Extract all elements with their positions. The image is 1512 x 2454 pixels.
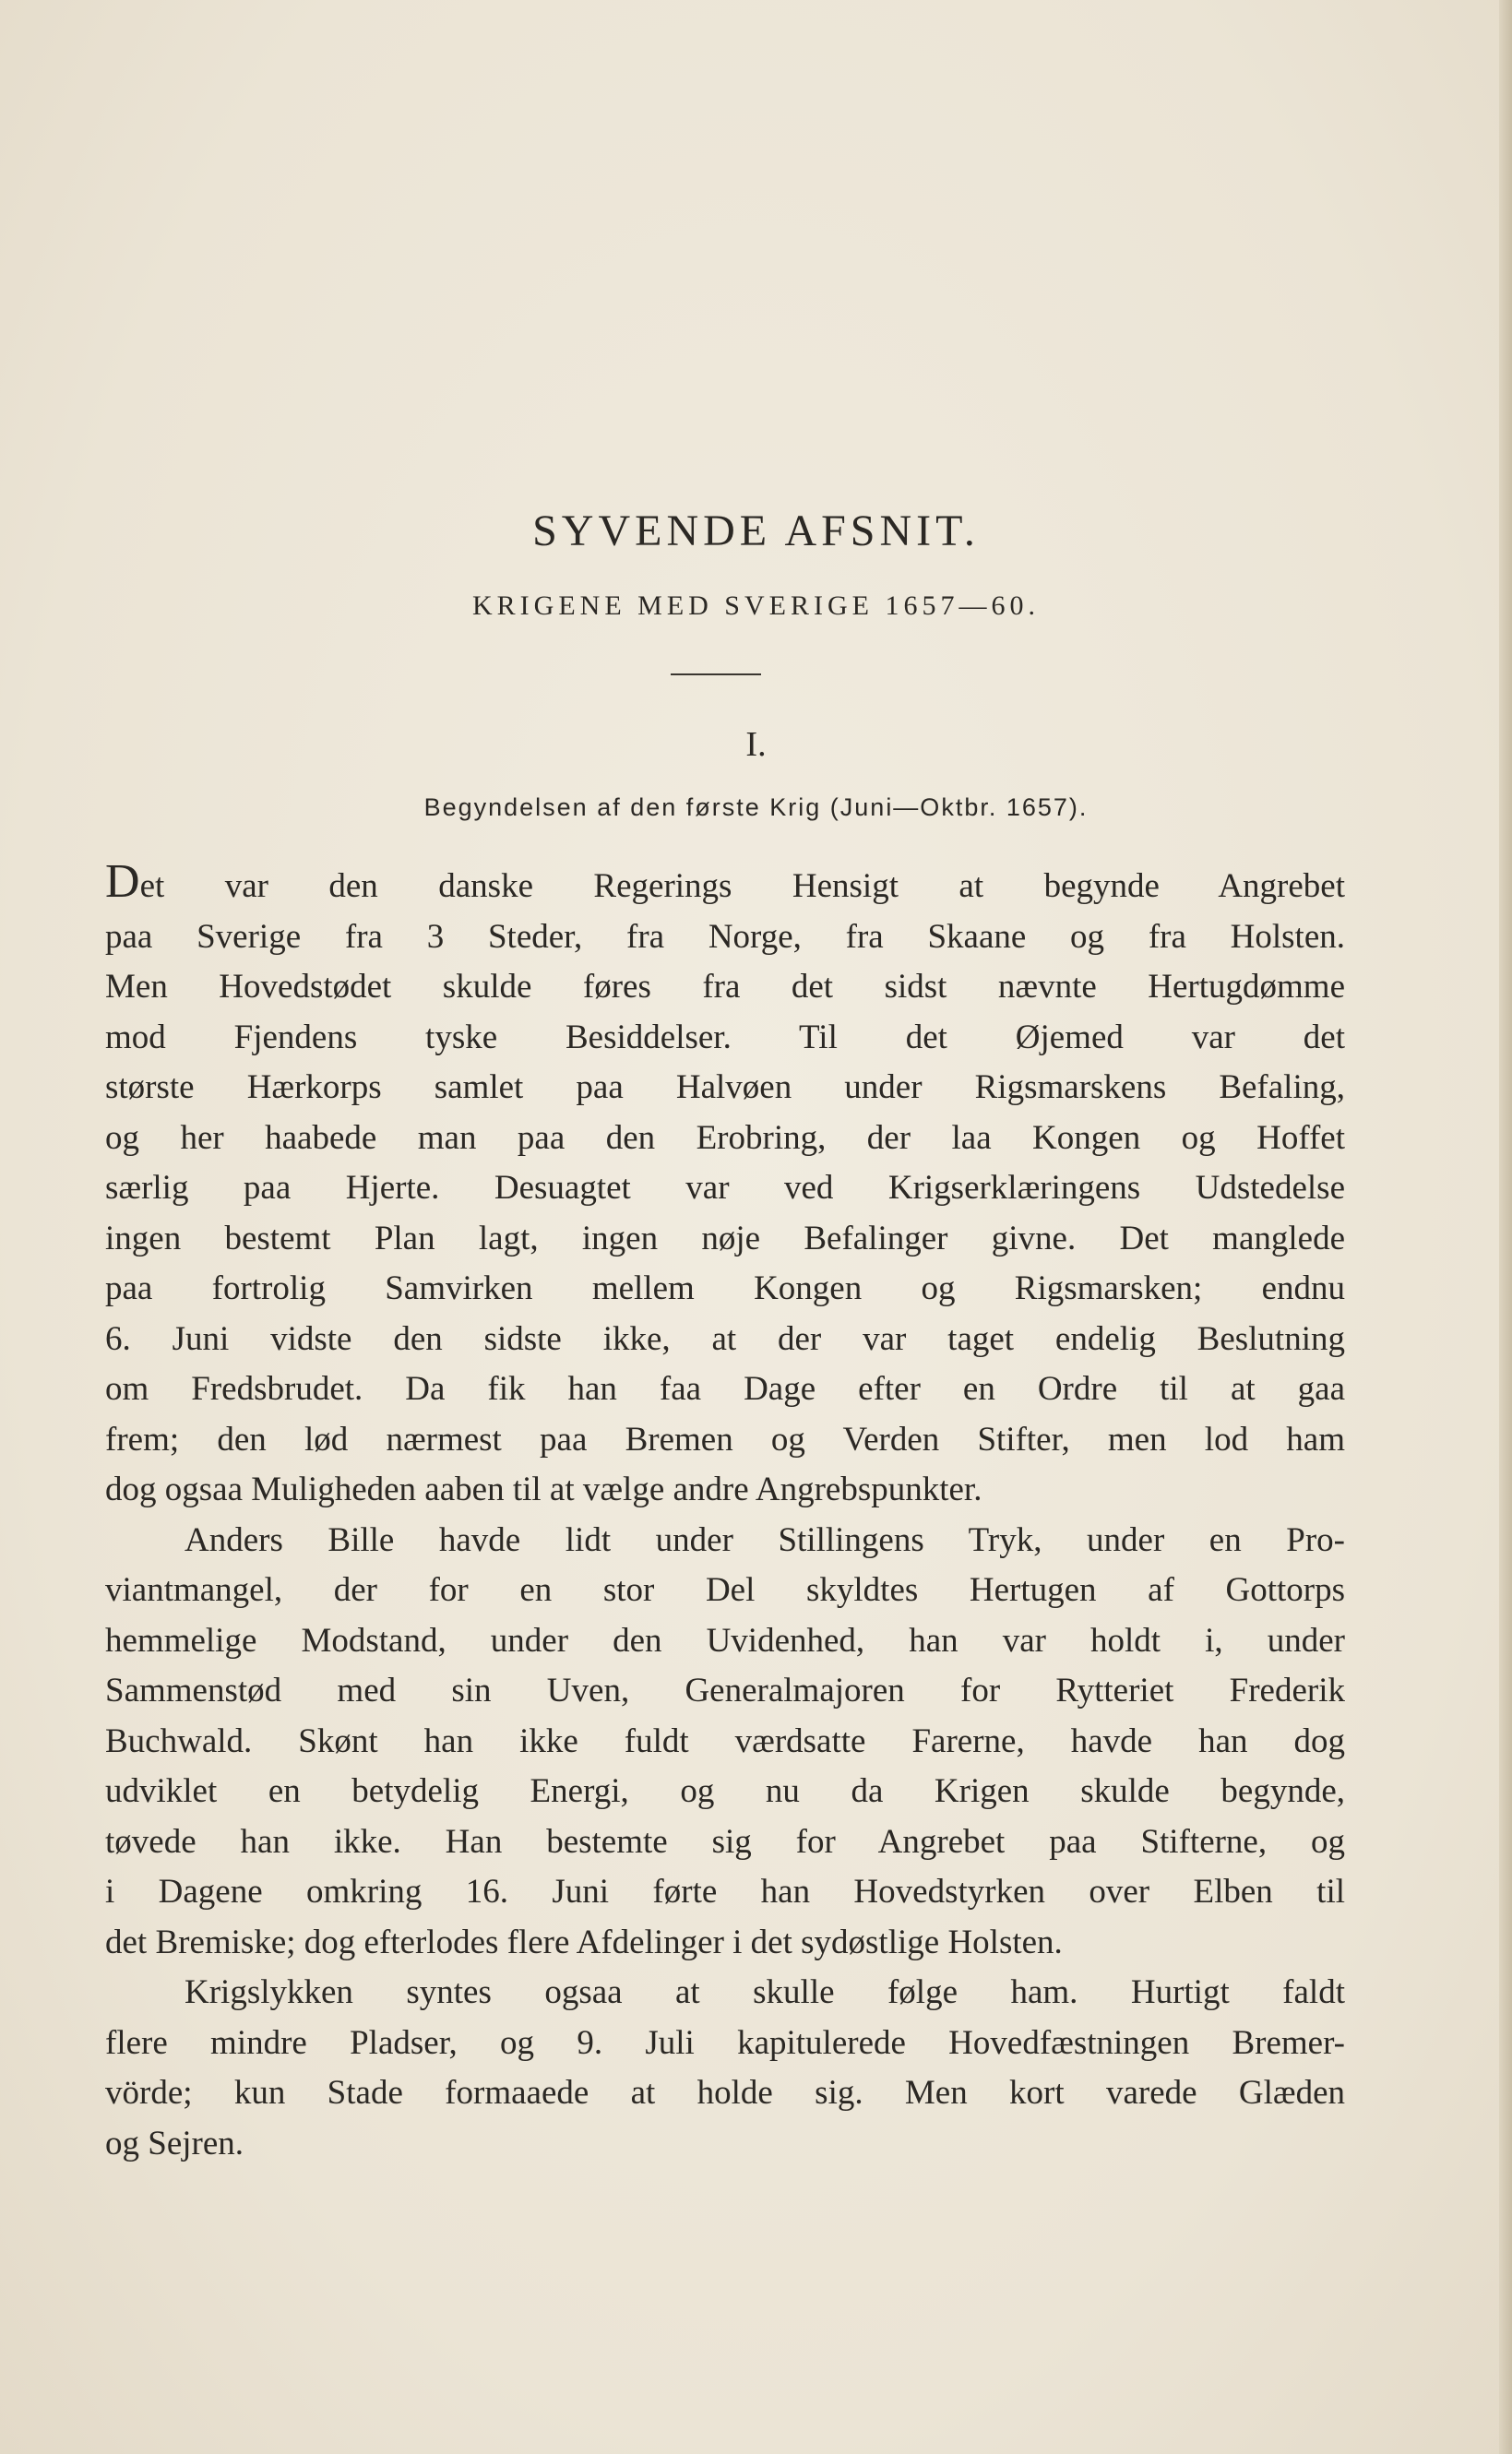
chapter-number: I. xyxy=(745,725,767,764)
text-line: og Sejren. xyxy=(105,2124,244,2162)
text-line: ingen bestemt Plan lagt, ingen nøje Befalinger givne. Det manglede xyxy=(105,1219,1345,1257)
text-line: største Hærkorps samlet paa Halvøen under Rigsmarskens Befaling, xyxy=(105,1068,1345,1106)
part-title: SYVENDE AFSNIT. xyxy=(532,506,980,555)
text-line: Anders Bille havde lidt under Stillingens Tryk, under en Pro- xyxy=(185,1520,1345,1559)
text-line: Krigslykken syntes ogsaa at skulle følge ham. Hurtigt faldt xyxy=(185,1973,1345,2011)
text-line: Buchwald. Skønt han ikke fuldt værdsatte Farerne, havde han dog xyxy=(105,1721,1345,1760)
paragraph-2 xyxy=(105,1516,1345,1969)
text-line: det Bremiske; dog efterlodes flere Afdelinger i det sydøstlige Holsten. xyxy=(105,1923,1063,1961)
section-divider xyxy=(671,673,761,675)
text-line: vörde; kun Stade formaaede at holde sig. Men kort varede Glæden xyxy=(105,2074,1345,2112)
text-line: frem; den lød nærmest paa Bremen og Verden Stifter, men lod ham xyxy=(105,1420,1345,1459)
text-line: særlig paa Hjerte. Desuagtet var ved Krigserklæringens Udstedelse xyxy=(105,1169,1345,1207)
text-line: Det var den danske Regerings Hensigt at begynde Angrebet xyxy=(105,855,1345,908)
text-line: flere mindre Pladser, og 9. Juli kapitulerede Hovedfæstningen Bremer- xyxy=(105,2023,1345,2062)
text-line: mod Fjendens tyske Besiddelser. Til det Øjemed var det xyxy=(105,1018,1345,1056)
text-line: paa Sverige fra 3 Steder, fra Norge, fra Skaane og fra Holsten. xyxy=(105,917,1345,956)
text-line: paa fortrolig Samvirken mellem Kongen og Rigsmarsken; endnu xyxy=(105,1269,1345,1307)
page-edge-shadow xyxy=(1499,0,1512,2454)
part-subtitle: KRIGENE MED SVERIGE 1657—60. xyxy=(472,590,1040,621)
text-line: tøvede han ikke. Han bestemte sig for Angrebet paa Stifterne, og xyxy=(105,1822,1345,1861)
chapter-title: Begyndelsen af den første Krig (Juni—Oktbr. 1657). xyxy=(423,793,1089,821)
text-line: om Fredsbrudet. Da fik han faa Dage efter en Ordre til at gaa xyxy=(105,1370,1345,1408)
text-line: udviklet en betydelig Energi, og nu da Krigen skulde begynde, xyxy=(105,1772,1345,1810)
text-line: hemmelige Modstand, under den Uvidenhed, han var holdt i, under xyxy=(105,1621,1345,1660)
body-text xyxy=(105,855,1345,2169)
text-line: 6. Juni vidste den sidste ikke, at der var taget endelig Beslutning xyxy=(105,1319,1345,1358)
text-line: viantmangel, der for en stor Del skyldtes Hertugen af Gottorps xyxy=(105,1571,1345,1609)
initial-letter: D xyxy=(105,855,140,908)
text-line: og her haabede man paa den Erobring, der laa Kongen og Hoffet xyxy=(105,1118,1345,1157)
text-line: Sammenstød med sin Uven, Generalmajoren for Rytteriet Frederik xyxy=(105,1672,1345,1709)
text-line: Men Hovedstødet skulde føres fra det sidst nævnte Hertugdømme xyxy=(105,968,1345,1006)
text-line: dog ogsaa Muligheden aaben til at vælge andre Angrebspunkter. xyxy=(105,1471,982,1508)
paragraph-3 xyxy=(105,1968,1345,2169)
text-line: i Dagene omkring 16. Juni førte han Hovedstyrken over Elben til xyxy=(105,1873,1345,1911)
paragraph-1 xyxy=(105,855,1345,1516)
